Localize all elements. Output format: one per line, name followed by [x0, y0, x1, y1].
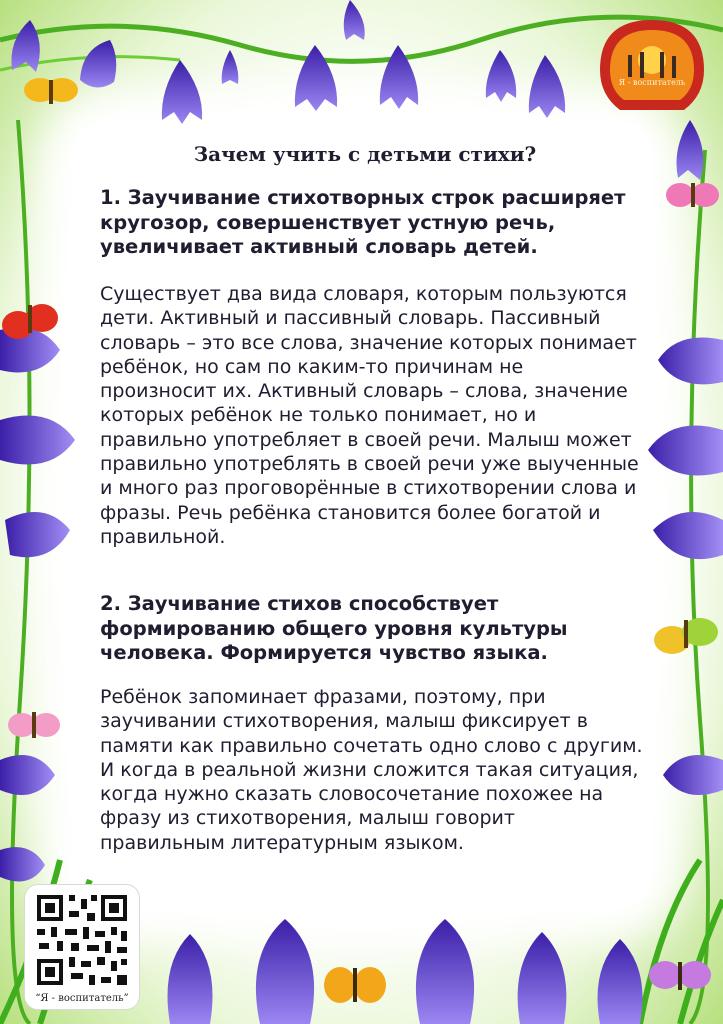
qr-code-icon: [25, 885, 139, 995]
page-title: Зачем учить с детьми стихи?: [193, 142, 537, 166]
section-heading-2: 2. Заучивание стихов способствует формированию общего уровня культуры человека. Формируется чувство языка.: [100, 592, 568, 664]
logo-badge: [600, 20, 704, 110]
paragraph-1: Существует два вида словаря, которым пользуются дети. Активный и пассивный словарь. Пассивный словарь – это все слова, значение которых понимает ребёнок, но сам по каким-то причинам не произносит их. Активный словарь – слова, значение которых ребёнок не только понимает, но и правильно употребляет в своей речи. Малыш может правильно употреблять в своей речи уже выученные и много раз проговорённые в стихотворении слова и фразы. Речь ребёнка становится более богатой и правильной.: [100, 283, 639, 548]
qr-caption: “Я - воспитатель”: [35, 993, 129, 1004]
section-heading-1: 1. Заучивание стихотворных строк расширяет кругозор, совершенствует устную речь, увеличивает активный словарь детей.: [100, 186, 626, 258]
logo-caption: Я - воспитатель: [618, 78, 686, 87]
qr-code[interactable]: [24, 884, 140, 1010]
paragraph-2: Ребёнок запоминает фразами, поэтому, при заучивании стихотворения, малыш фиксирует в памяти как правильно сочетать одно слово с другим. И когда в реальной жизни сложится такая ситуация, когда нужно сказать словосочетание похожее на фразу из стихотворения, малыш говорит правильным литературным языком.: [100, 686, 643, 854]
